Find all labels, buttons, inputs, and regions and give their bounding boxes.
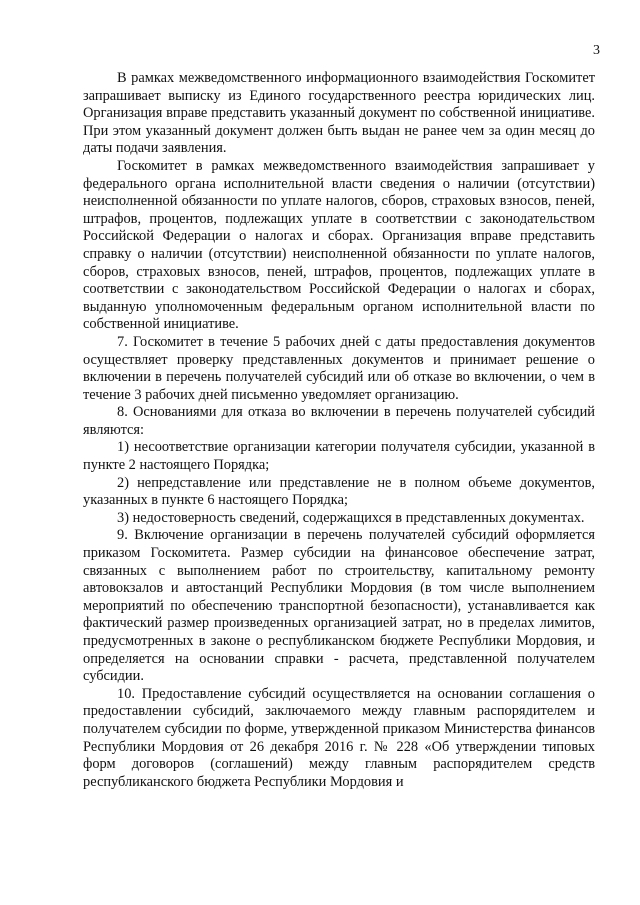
- paragraph-item-7: 7. Госкомитет в течение 5 рабочих дней с даты предоставления документов осуществляет проверку представленных документов и принимает решение о включении в перечень получателей субсидий или об отказе во включении, о чем в течение 3 рабочих дней письменно уведомляет организацию.: [83, 333, 595, 403]
- paragraph-item-8: 8. Основаниями для отказа во включении в перечень получателей субсидий являются:: [83, 404, 595, 438]
- paragraph-egrul-request: В рамках межведомственного информационного взаимодействия Госкомитет запрашивает выписку из Единого государственного реестра юридических лиц. Организация вправе представить указанный документ по собственной инициативе. При этом указанный документ должен быть выдан не ранее чем за один месяц до даты подачи заявления.: [83, 70, 595, 157]
- document-body: [83, 70, 595, 791]
- paragraph-item-8-3: 3) недостоверность сведений, содержащихся в представленных документах.: [117, 509, 585, 526]
- paragraph-item-8-2: 2) непредставление или представление не в полном объеме документов, указанных в пункте 6 настоящего Порядка;: [83, 474, 595, 509]
- paragraph-tax-debt-request: Госкомитет в рамках межведомственного взаимодействия запрашивает у федерального органа исполнительной власти сведения о наличии (отсутствии) неисполненной обязанности по уплате налогов, сборов, страховых взносов, пеней, штрафов, процентов, подлежащих уплате в соответствии с законодательством Российской Федерации о налогах и сборах. Организация вправе представить справку о наличии (отсутствии) неисполненной обязанности по уплате налогов, сборов, страховых взносов, пеней, штрафов, процентов, подлежащих уплате в соответствии с законодательством Российской Федерации о налогах и сборах, выданную уполномоченным федеральным органом исполнительной власти по собственной инициативе.: [83, 157, 595, 333]
- page-number: 3: [593, 43, 600, 58]
- paragraph-item-9: 9. Включение организации в перечень получателей субсидий оформляется приказом Госкомитета. Размер субсидии на финансовое обеспечение затрат, связанных с выполнением работ по строительству, капитальному ремонту автовокзалов и автостанций Республики Мордовия (в том числе выполнением мероприятий по обеспечению транспортной безопасности), устанавливается как фактический размер произведенных организацией затрат, но в пределах лимитов, предусмотренных в законе о республиканском бюджете Республики Мордовия, и определяется на основании справки - расчета, представленной получателем субсидии.: [83, 527, 595, 685]
- paragraph-item-10: 10. Предоставление субсидий осуществляется на основании соглашения о предоставлении субсидий, заключаемого между главным распорядителем и получателем субсидии по форме, утвержденной приказом Министерства финансов Республики Мордовия от 26 декабря 2016 г. № 228 «Об утверждении типовых форм договоров (соглашений) между главным распорядителем средств республиканского бюджета Республики Мордовия и: [83, 685, 595, 790]
- paragraph-item-8-1: 1) несоответствие организации категории получателя субсидии, указанной в пункте 2 настоящего Порядка;: [83, 439, 595, 474]
